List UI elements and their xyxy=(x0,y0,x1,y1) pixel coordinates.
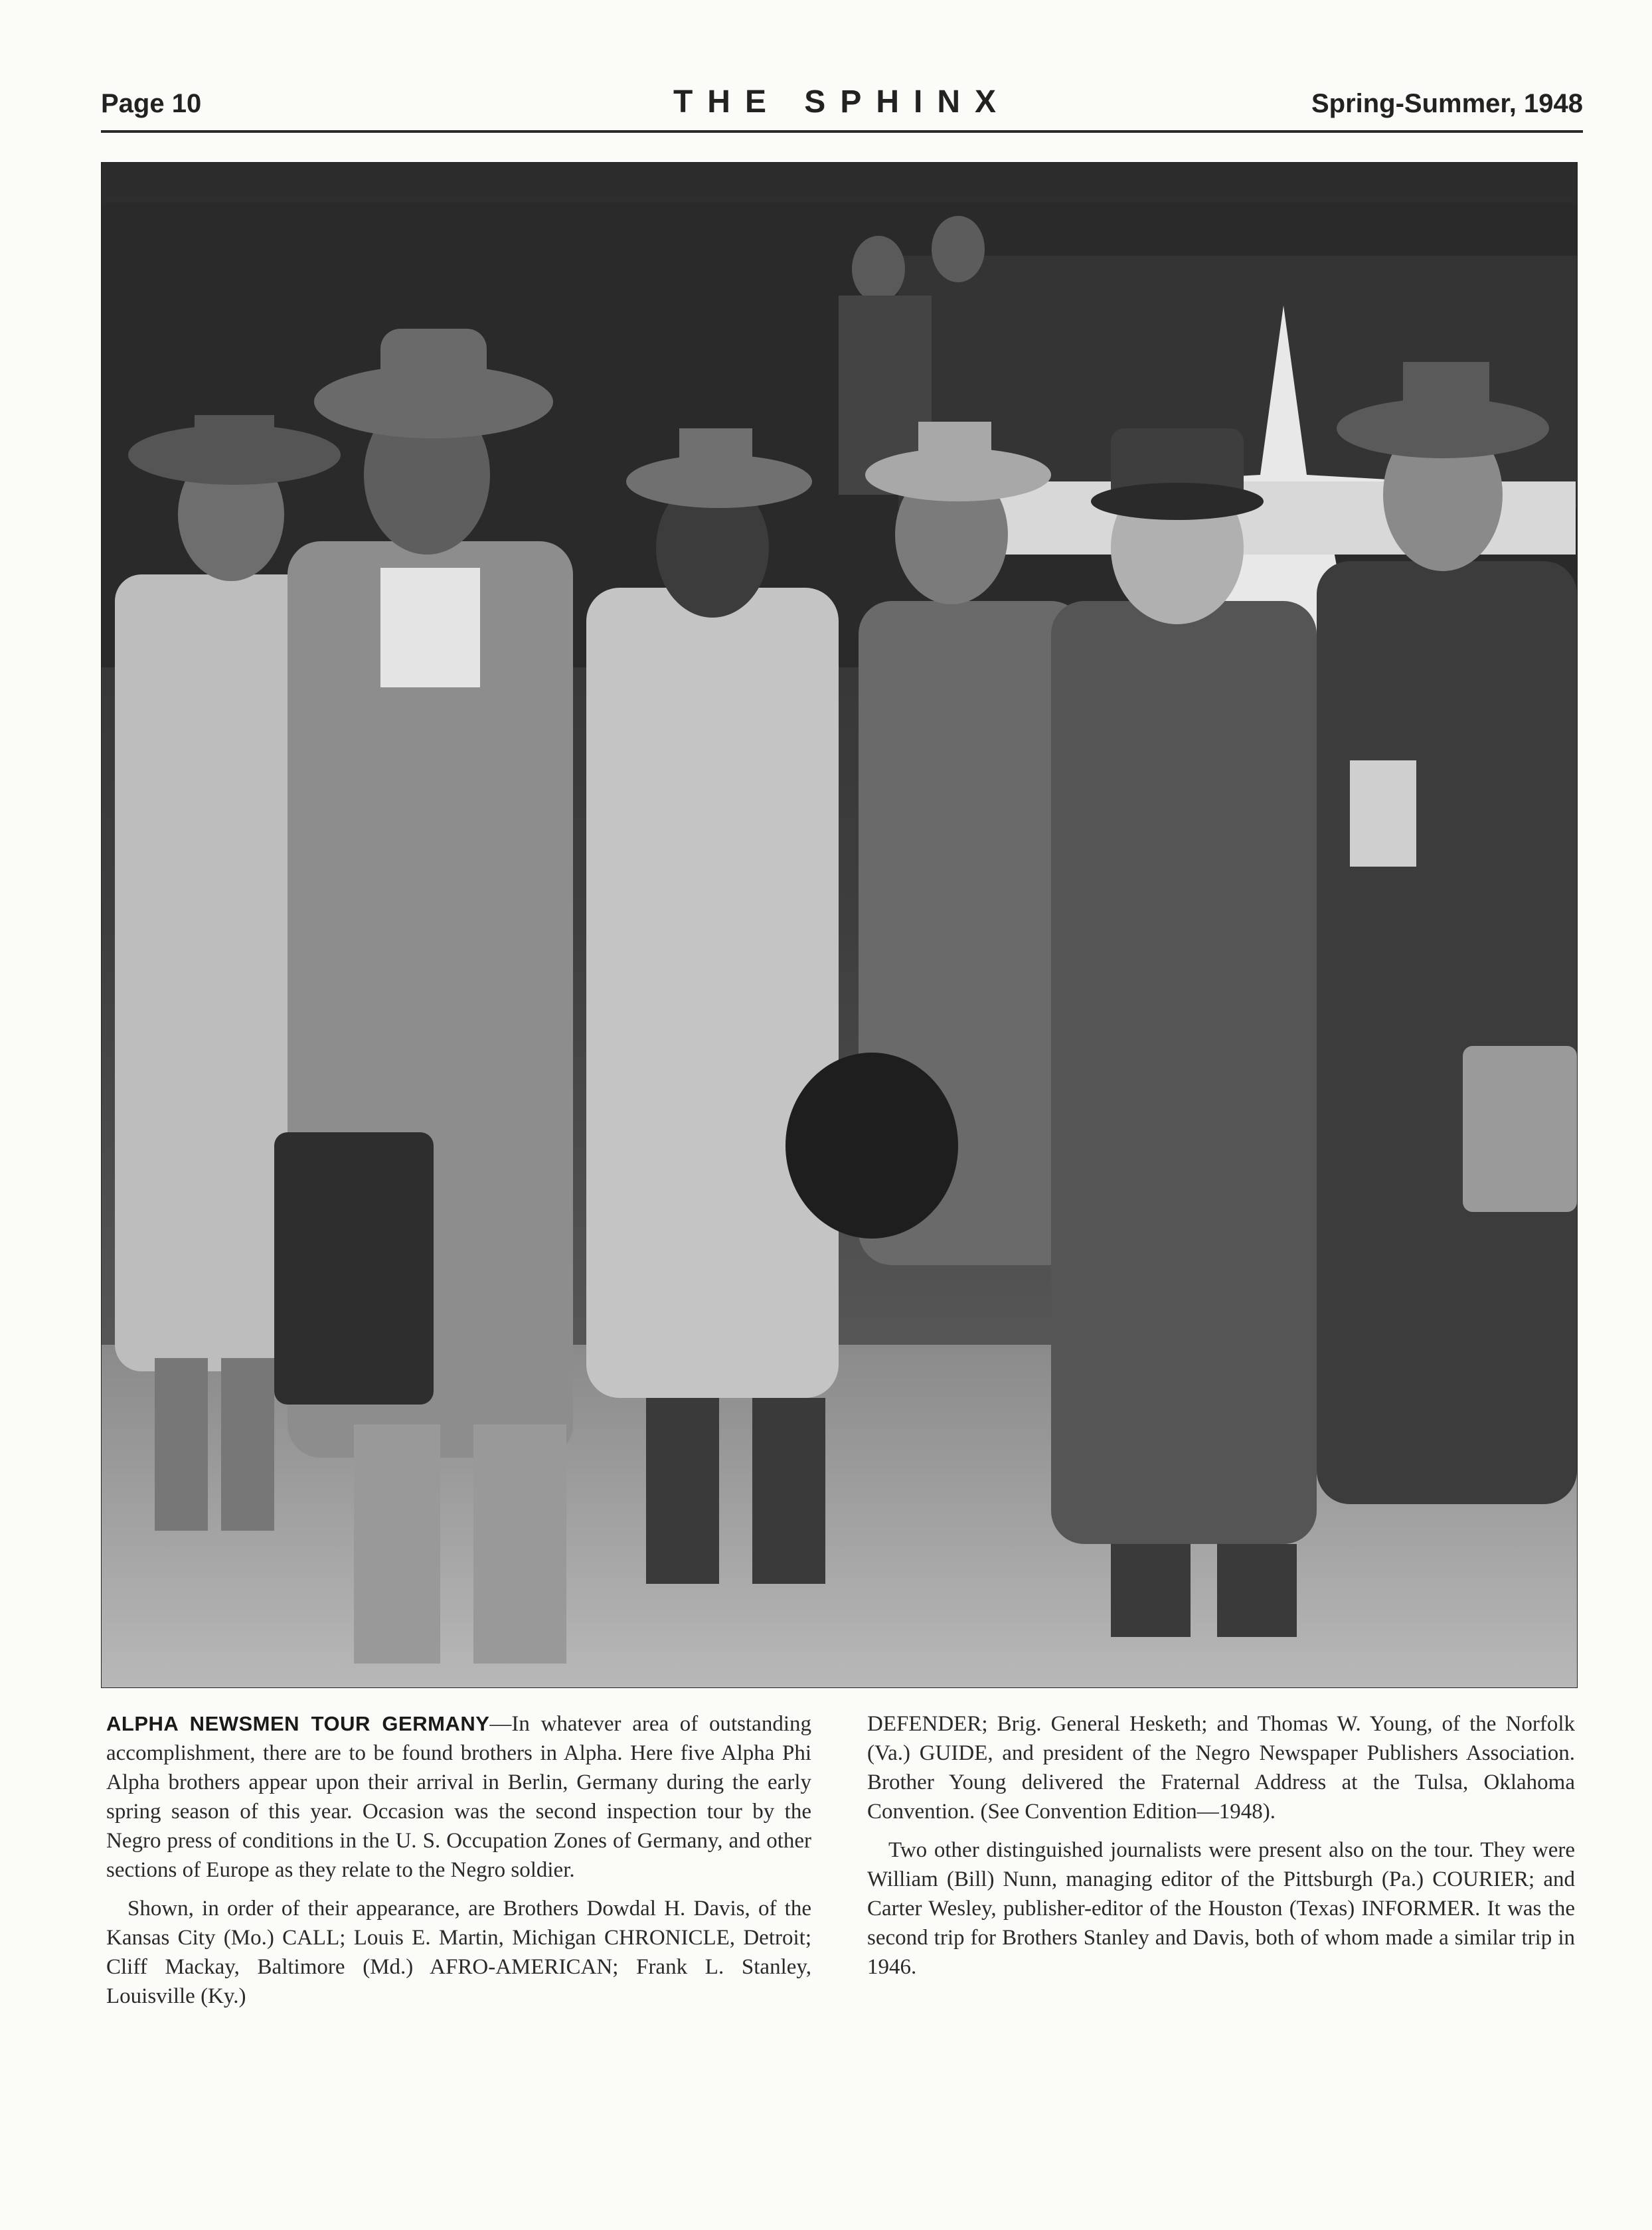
header-rule xyxy=(101,130,1583,133)
caption-paragraph-4: Two other distinguished journalists were present also on the tour. They were William (Bill) Nunn, managing editor of the Pittsburgh (Pa.) COURIER; and Carter Wesley, publisher-editor of the Houston (Texas) INFORMER. It was the second trip for Brothers Stanley and Davis, both of whom made a similar trip in 1946. xyxy=(867,1838,1575,1979)
figure-5 xyxy=(1051,428,1317,1637)
caption-paragraph-1 xyxy=(106,1709,811,1885)
caption-headline: ALPHA NEWSMEN TOUR GERMANY xyxy=(106,1712,490,1735)
page-header xyxy=(101,82,1583,135)
caption-right-column xyxy=(867,1709,1575,1991)
issue-date: Spring-Summer, 1948 xyxy=(1311,89,1583,118)
page-number: Page 10 xyxy=(101,89,202,118)
group-photograph xyxy=(101,162,1578,1688)
publication-title: THE SPHINX xyxy=(673,84,1011,120)
caption-paragraph-2: Shown, in order of their appearance, are Brothers Dowdal H. Davis, of the Kansas City (Mo.) CALL; Louis E. Martin, Michigan CHRONICLE, Detroit; Cliff Mackay, Baltimore (Md.) AFRO-AMERICAN; Frank L. Stanley, Louisville (Ky.) xyxy=(106,1897,811,2008)
caption-paragraph-3: DEFENDER; Brig. General Hesketh; and Thomas W. Young, of the Norfolk (Va.) GUIDE, and president of the Negro Newspaper Publishers Association. Brother Young delivered the Fraternal Address at the Tulsa, Oklahoma Convention. (See Convention Edition—1948). xyxy=(867,1712,1575,1824)
caption-left-column xyxy=(106,1709,811,2020)
caption-paragraph-1-body: —In whatever area of outstanding accomplishment, there are to be found brothers in Alpha. Here five Alpha Phi Alpha brothers appear upon their arrival in Berlin, Germany during the early spring season of this year. Occasion was the second inspection tour by the Negro press of conditions in the U. S. Occupation Zones of Germany, and other sections of Europe as they relate to the Negro soldier. xyxy=(106,1712,811,1882)
